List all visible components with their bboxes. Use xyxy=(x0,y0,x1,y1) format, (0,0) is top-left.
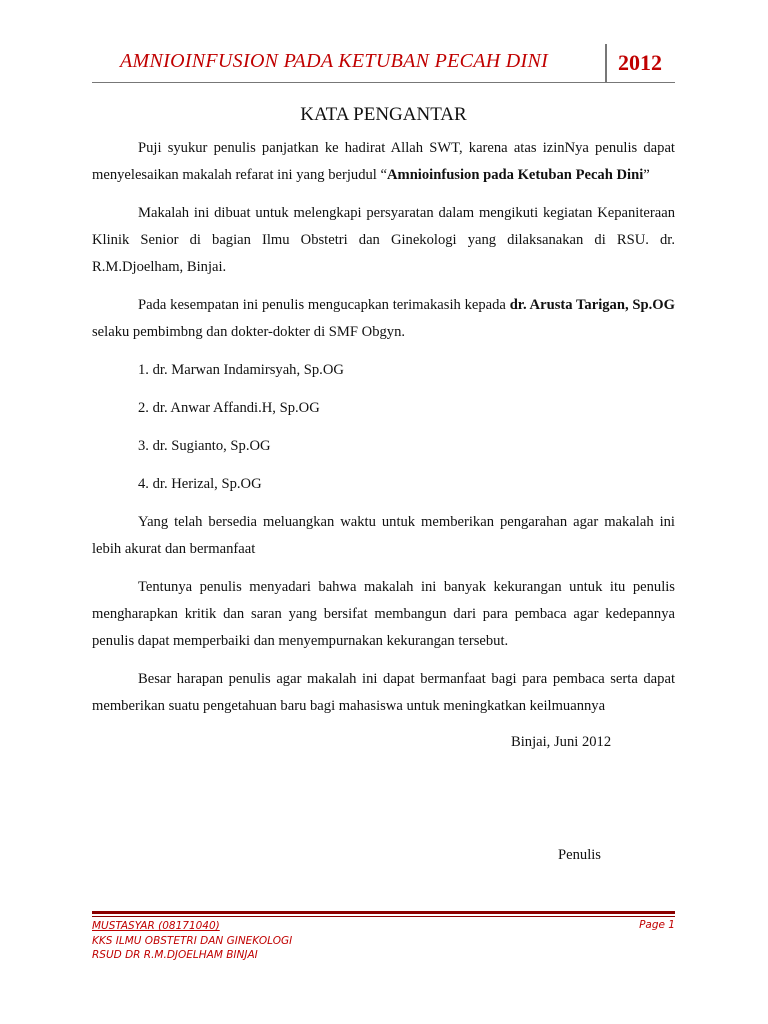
list-item: 4. dr. Herizal, Sp.OG xyxy=(138,476,262,492)
paragraph xyxy=(92,200,675,281)
header-title: AMNIOINFUSION PADA KETUBAN PECAH DINI xyxy=(120,50,549,72)
list-item: 3. dr. Sugianto, Sp.OG xyxy=(138,438,271,454)
header-year: 2012 xyxy=(618,50,662,75)
footer-hospital: RSUD DR R.M.DJOELHAM BINJAI xyxy=(92,949,258,961)
footer-info xyxy=(92,919,292,963)
text-run: Makalah ini dibuat untuk melengkapi persyaratan dalam mengikuti kegiatan Kepaniteraan Klinik Senior di bagian Ilmu Obstetri dan Ginekologi yang dilaksanakan di RSU. dr. R.M.Djoelham, Binjai. xyxy=(92,205,675,275)
document-body xyxy=(92,135,675,720)
paragraph xyxy=(92,666,675,720)
paragraph xyxy=(92,292,675,346)
header-rule xyxy=(92,82,675,83)
footer-rule-thin xyxy=(92,916,675,917)
bold-text-run: dr. Arusta Tarigan, Sp.OG xyxy=(509,297,675,313)
text-run: Tentunya penulis menyadari bahwa makalah ini banyak kekurangan untuk itu penulis mengharapkan kritik dan saran yang bersifat membangun dari para pembaca agar kedepannya penulis dapat memperbaiki dan menyempurnakan kekurangan tersebut. xyxy=(92,579,675,649)
paragraph xyxy=(92,135,675,189)
footer-rule-thick xyxy=(92,911,675,914)
text-run: Pada kesempatan ini penulis mengucapkan terimakasih kepada xyxy=(138,297,510,313)
list-item: 2. dr. Anwar Affandi.H, Sp.OG xyxy=(138,400,320,416)
list-item: 1. dr. Marwan Indamirsyah, Sp.OG xyxy=(138,362,344,378)
text-run: selaku pembimbng dan dokter-dokter di SMF Obgyn. xyxy=(92,324,406,340)
text-run: Puji syukur penulis panjatkan ke hadirat Allah SWT, karena atas izinNya penulis dapat menyelesaikan makalah refarat ini yang berjudul “ xyxy=(92,140,675,183)
paragraph xyxy=(92,509,675,563)
text-run: ” xyxy=(643,167,650,183)
signature-author: Penulis xyxy=(558,847,601,863)
header-divider xyxy=(605,44,607,82)
footer-page-number: Page 1 xyxy=(639,919,675,931)
text-run: Besar harapan penulis agar makalah ini dapat bermanfaat bagi para pembaca serta dapat memberikan suatu pengetahuan baru bagi mahasiswa untuk meningkatkan keilmuannya xyxy=(92,671,675,714)
text-run: Yang telah bersedia meluangkan waktu untuk memberikan pengarahan agar makalah ini lebih akurat dan bermanfaat xyxy=(92,514,675,557)
signature-place-date: Binjai, Juni 2012 xyxy=(511,734,612,750)
footer-department: KKS ILMU OBSTETRI DAN GINEKOLOGI xyxy=(92,934,293,947)
page-heading: KATA PENGANTAR xyxy=(300,104,467,125)
footer-author: MUSTASYAR (08171040) xyxy=(92,920,220,932)
bold-text-run: Amnioinfusion pada Ketuban Pecah Dini xyxy=(387,167,644,183)
paragraph xyxy=(92,574,675,655)
